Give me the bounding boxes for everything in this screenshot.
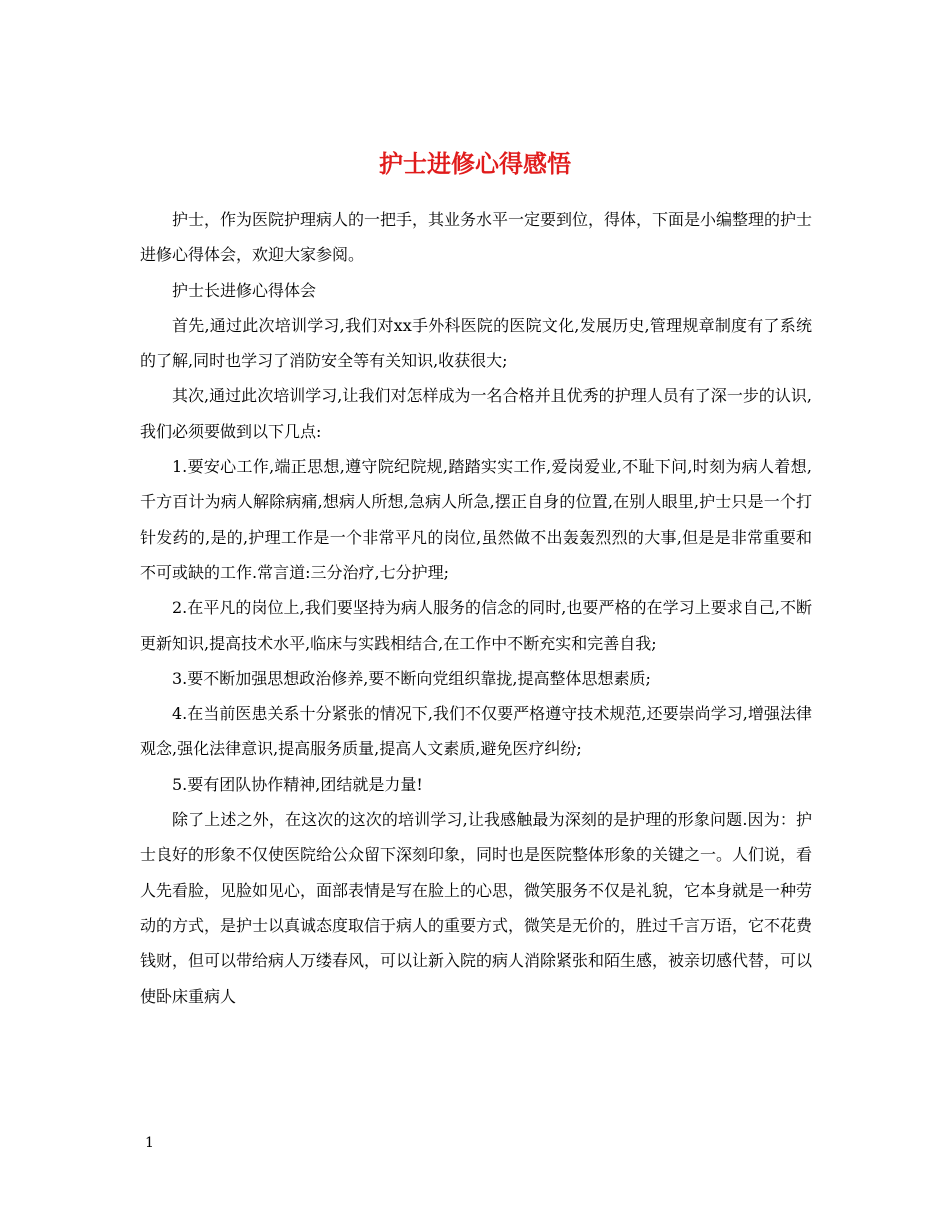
paragraph-closing: 除了上述之外，在这次的这次的培训学习,让我感触最为深刻的是护理的形象问题.因为：护士良好的形象不仅使医院给公众留下深刻印象，同时也是医院整体形象的关键之一。人们说，看人先看脸，见脸如见心，面部表情是写在脸上的心思，微笑服务不仅是礼貌，它本身就是一种劳动的方式，是护士以真诚态度取信于病人的重要方式，微笑是无价的，胜过千言万语，它不花费钱财，但可以带给病人万缕春风，可以让新入院的病人消除紧张和陌生感，被亲切感代替，可以使卧床重病人: [140, 810, 813, 1006]
paragraph-subheading: 护士长进修心得体会: [172, 280, 317, 300]
document-body: [140, 202, 812, 1014]
paragraph-point-3: 3.要不断加强思想政治修养,要不断向党组织靠拢,提高整体思想素质;: [172, 668, 651, 688]
paragraph-point-4: 4.在当前医患关系十分紧张的情况下,我们不仅要严格遵守技术规范,还要崇尚学习,增强法律观念,强化法律意识,提高服务质量,提高人文素质,避免医疗纠纷;: [140, 704, 812, 759]
paragraph-point-5: 5.要有团队协作精神,团结就是力量!: [172, 774, 423, 794]
paragraph-first: 首先,通过此次培训学习,我们对xx手外科医院的医院文化,发展历史,管理规章制度有了系统的了解,同时也学习了消防安全等有关知识,收获很大;: [140, 315, 812, 371]
paragraph-second: 其次,通过此次培训学习,让我们对怎样成为一名合格并且优秀的护理人员有了深一步的认识,我们必须要做到以下几点:: [140, 386, 812, 441]
document-title: 护士进修心得感悟: [379, 149, 571, 179]
paragraph-intro: 护士，作为医院护理病人的一把手，其业务水平一定要到位，得体，下面是小编整理的护士进修心得体会，欢迎大家参阅。: [140, 210, 813, 265]
paragraph-point-2: 2.在平凡的岗位上,我们要坚持为病人服务的信念的同时,也要严格的在学习上要求自己,不断更新知识,提高技术水平,临床与实践相结合,在工作中不断充实和完善自我;: [140, 598, 812, 653]
page-number: 1: [145, 1135, 154, 1151]
paragraph-point-1: 1.要安心工作,端正思想,遵守院纪院规,踏踏实实工作,爱岗爱业,不耻下问,时刻为病人着想,千方百计为病人解除病痛,想病人所想,急病人所急,摆正自身的位置,在别人眼里,护士只是一个打针发药的,是的,护理工作是一个非常平凡的岗位,虽然做不出轰轰烈烈的大事,但是是非常重要和不可或缺的工作.常言道:三分治疗,七分护理;: [140, 457, 812, 582]
